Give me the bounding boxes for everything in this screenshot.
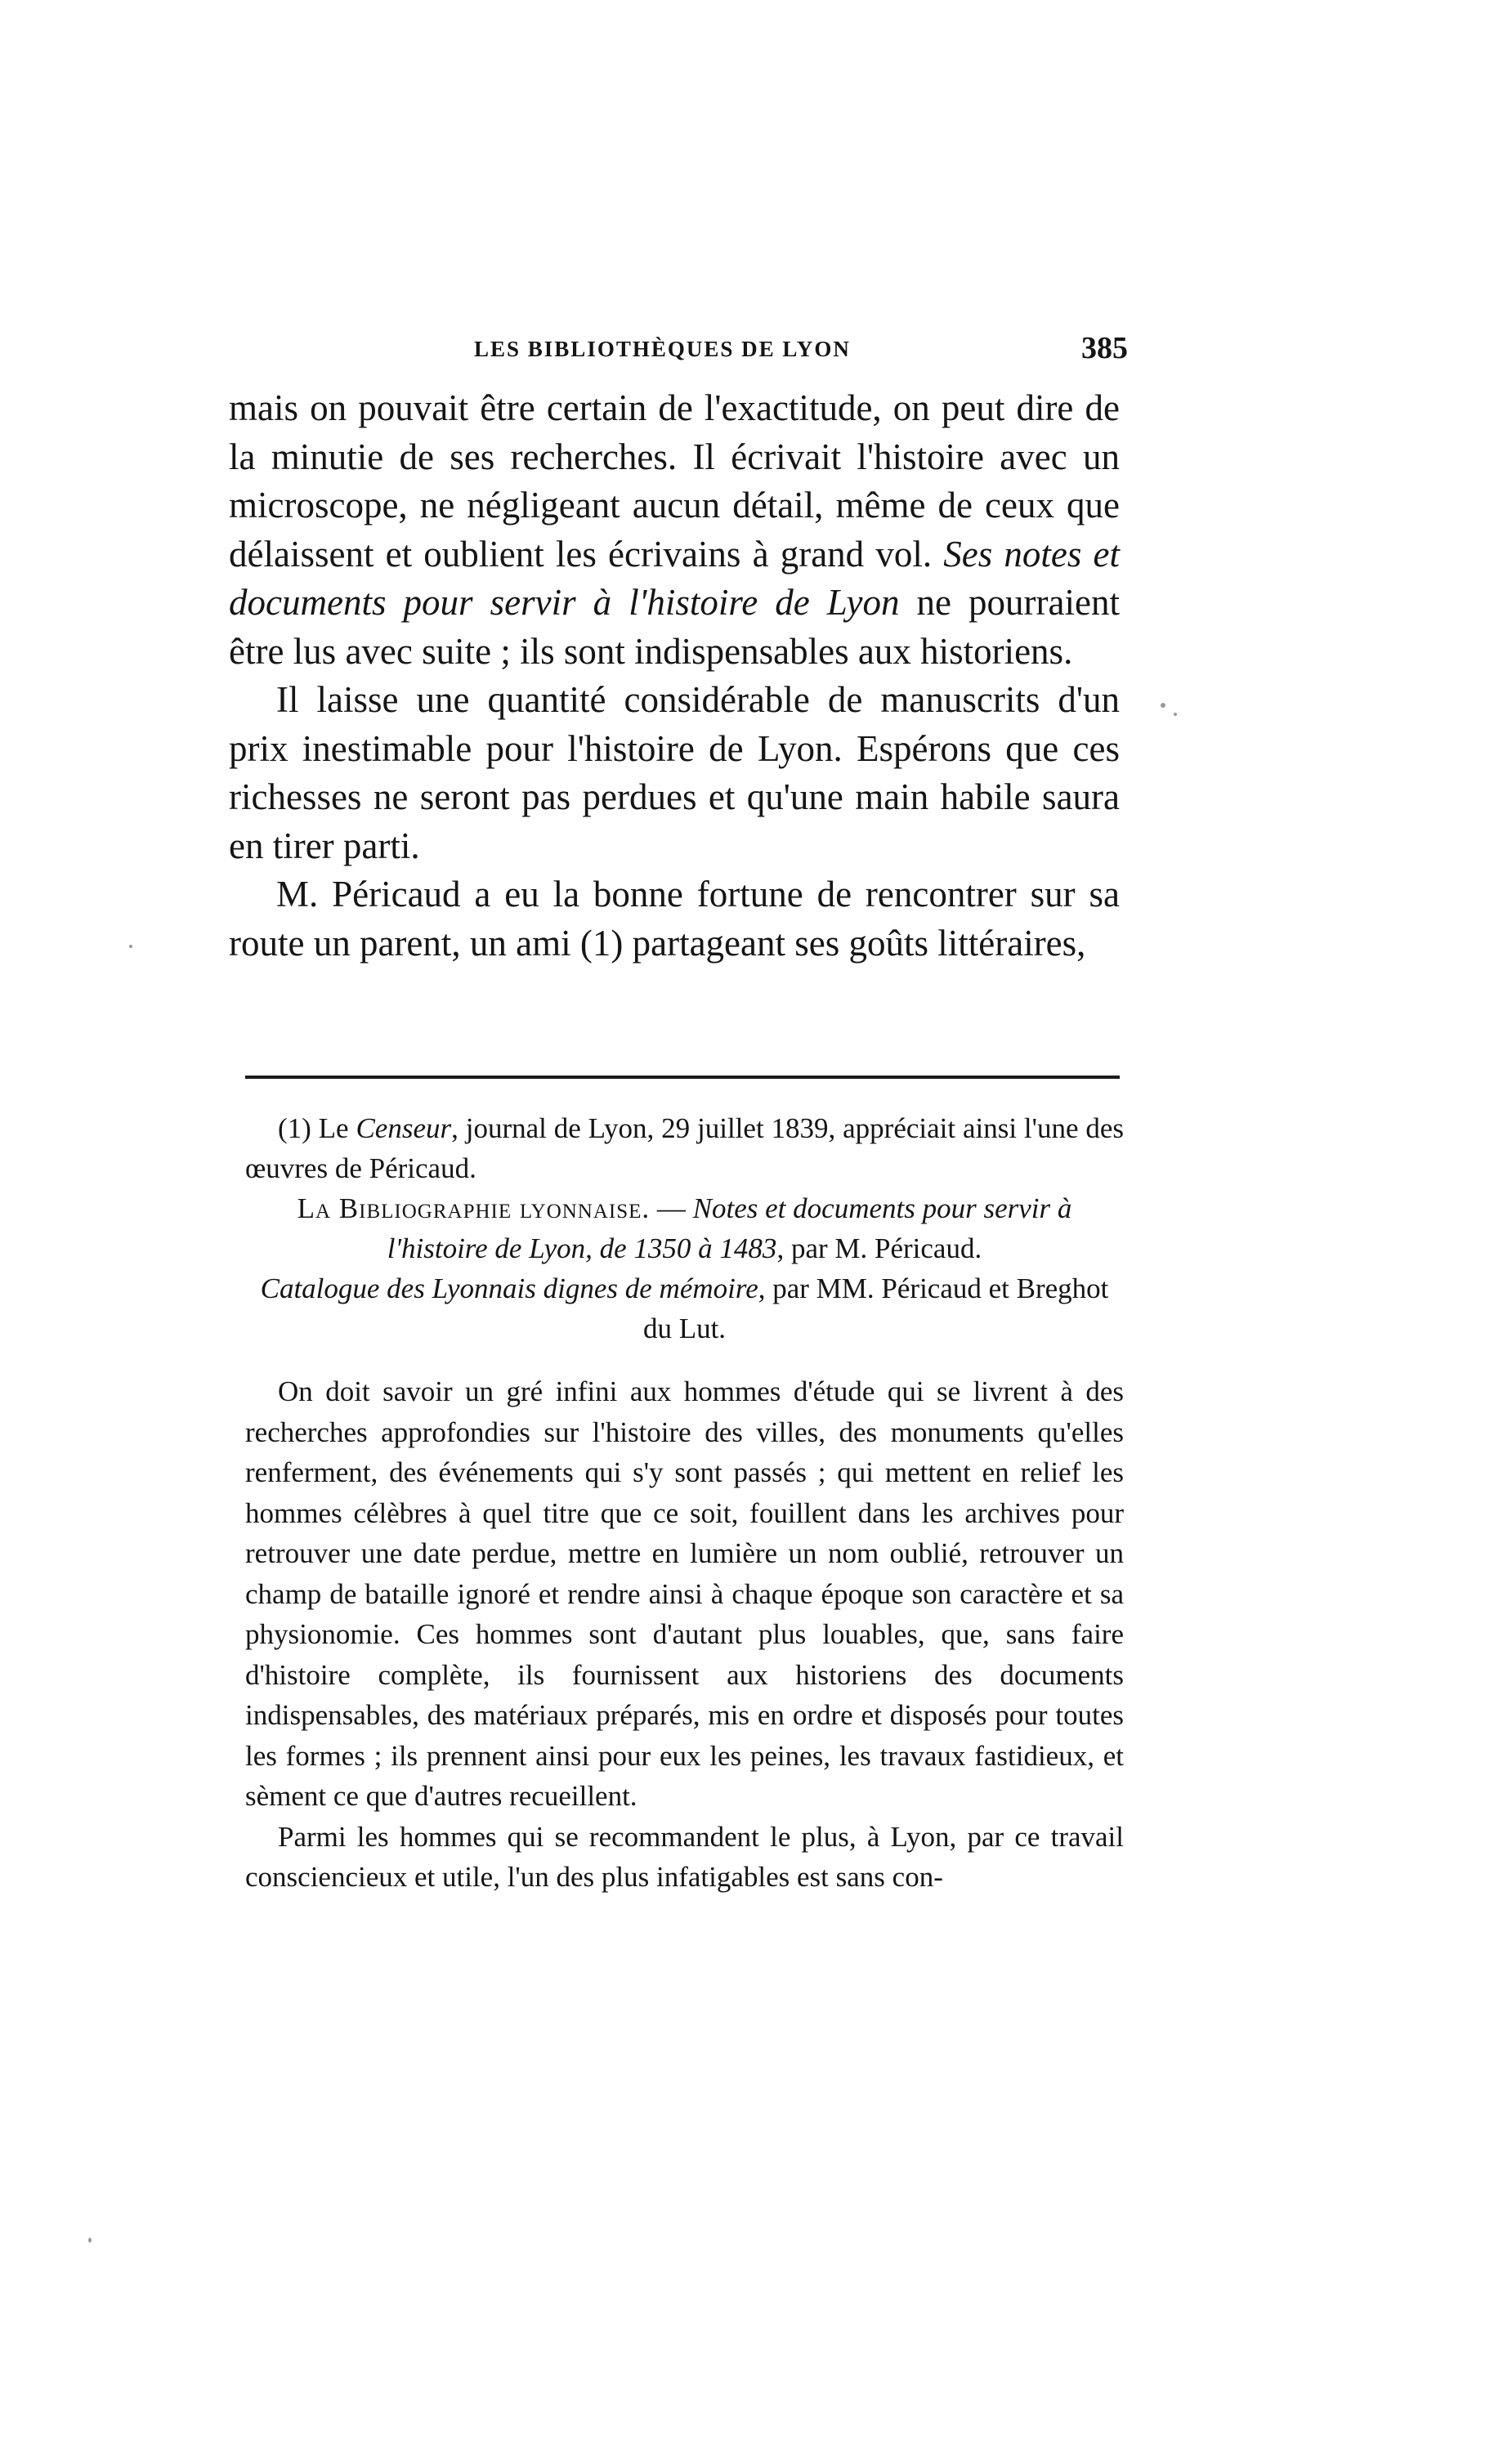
text-run: , par MM. Péricaud et Breghot du Lut.	[642, 1272, 1109, 1344]
scan-speck	[129, 945, 132, 948]
paragraph	[229, 384, 1120, 676]
paragraph: Il laisse une quantité considérable de manuscrits d'un prix inestimable pour l'histoire de Lyon. Espérons que ces richesses ne seront pas perdues et qu'une main habile saura en tirer parti.	[229, 679, 1120, 866]
text-run: , journal de Lyon, 29 juillet 1839, appréciait ainsi l'une des œuvres de Péricaud.	[245, 1112, 1124, 1184]
running-title: LES BIBLIOTHÈQUES DE LYON	[474, 337, 851, 361]
scan-speck	[1161, 703, 1165, 708]
quoted-article-heading	[245, 1188, 1124, 1348]
text-run: ne pourraient être lus avec suite ; ils sont indispensables aux historiens.	[229, 582, 1120, 672]
footnote-divider	[245, 1076, 1120, 1079]
scan-speck	[88, 2238, 92, 2243]
italic-title: Censeur	[356, 1112, 452, 1144]
page-header	[474, 330, 1128, 371]
footnote-reference: (1)	[579, 922, 624, 964]
footnote	[245, 1108, 1124, 1898]
text-run: , par M. Péricaud.	[776, 1232, 982, 1264]
text-run: —	[650, 1192, 693, 1224]
italic-title: Ses notes et documents pour servir à l'histoire de Lyon	[229, 533, 1120, 623]
footnote-marker: (1)	[278, 1112, 311, 1144]
italic-title: Notes et documents pour servir à l'histoire de Lyon, de 1350 à 1483	[387, 1192, 1072, 1264]
text-run: Le	[311, 1112, 356, 1144]
quoted-review	[245, 1371, 1124, 1898]
text-run: partageant ses goûts littéraires,	[623, 922, 1086, 964]
text-run: mais on pouvait être certain de l'exactitude, on peut dire de la minutie de ses recherches. Il écrivait l'histoire avec un microscope, ne négligeant aucun détail, même de ceux que délaissent et oublient les écrivains à grand vol.	[229, 387, 1120, 575]
footnote-intro	[245, 1108, 1124, 1188]
article-title: La Bibliographie lyonnaise.	[297, 1192, 651, 1224]
main-text	[229, 384, 1120, 968]
paragraph: On doit savoir un gré infini aux hommes d'étude qui se livrent à des recherches approfondies sur l'histoire des villes, des monuments qu'elles renferment, des événements qui s'y sont passés ; qui mettent en relief les hommes célèbres à quel titre que ce soit, fouillent dans les archives pour retrouver une date perdue, mettre en lumière un nom oublié, retrouver un champ de bataille ignoré et rendre ainsi à chaque époque son caractère et sa physionomie. Ces hommes sont d'autant plus louables, que, sans faire d'histoire complète, ils fournissent aux historiens des documents indispensables, des matériaux préparés, mis en ordre et disposés pour toutes les formes ; ils prennent ainsi pour eux les peines, les travaux fastidieux, et sèment ce que d'autres recueillent.	[245, 1375, 1124, 1812]
page-number: 385	[1081, 331, 1128, 365]
italic-title: Catalogue des Lyonnais dignes de mémoire	[260, 1272, 758, 1304]
paragraph: Parmi les hommes qui se recommandent le plus, à Lyon, par ce travail consciencieux et utile, l'un des plus infatigables est sans con-	[245, 1820, 1124, 1893]
text-run: M. Péricaud a eu la bonne fortune de rencontrer sur sa route un parent, un ami	[229, 874, 1120, 964]
scan-speck	[1174, 713, 1177, 716]
paragraph	[229, 870, 1120, 968]
